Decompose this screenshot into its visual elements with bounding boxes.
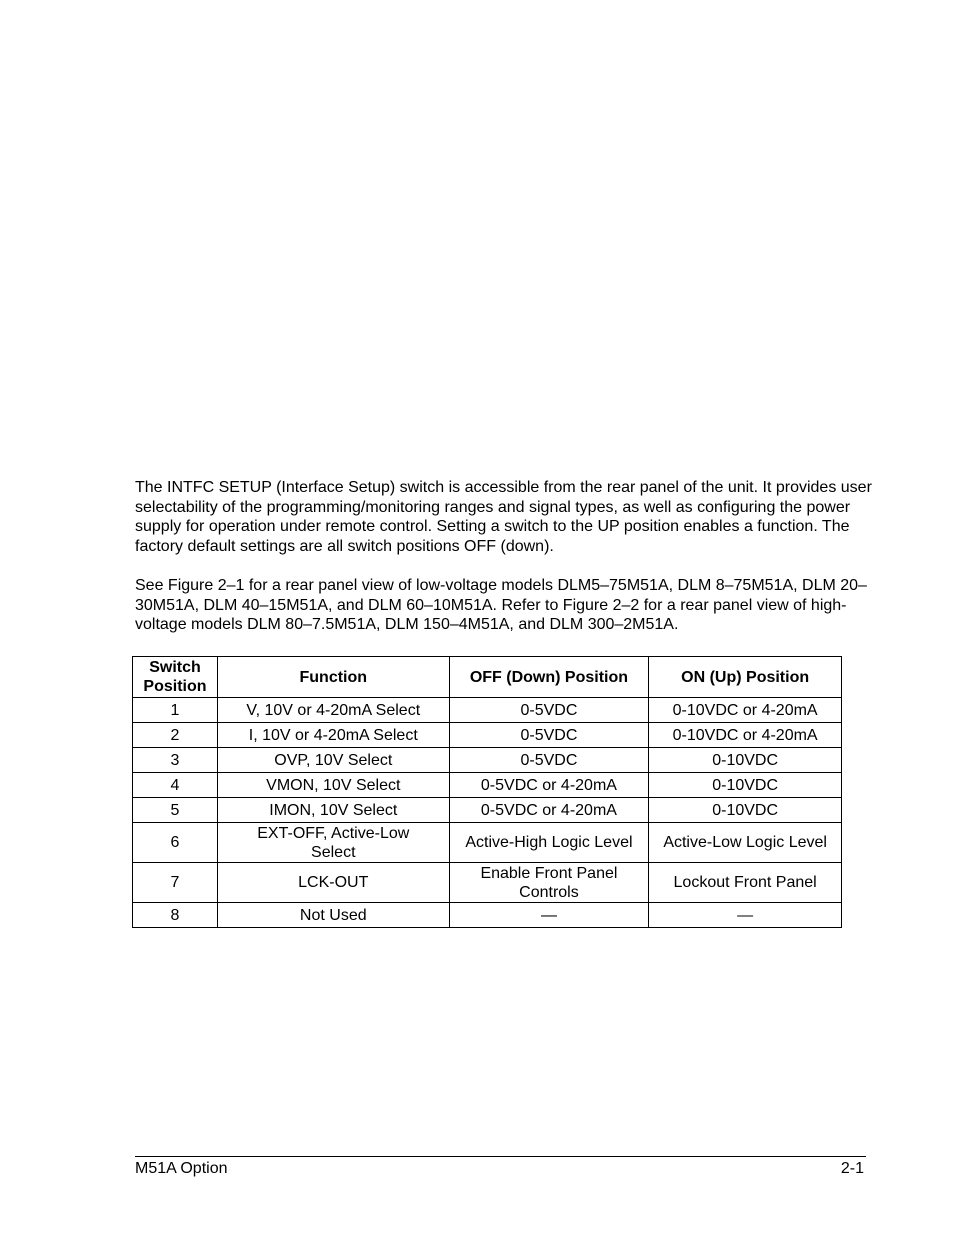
cell-function: LCK-OUT — [217, 863, 449, 903]
cell-position: 6 — [133, 823, 218, 863]
cell-function: IMON, 10V Select — [217, 798, 449, 823]
cell-on: 0-10VDC or 4-20mA — [649, 698, 842, 723]
intro-paragraph: The INTFC SETUP (Interface Setup) switch is accessible from the rear panel of the unit. It provides user selectability of the programming/monitoring ranges and signal types, as well as configuring the power supply for operation under remote control. Setting a switch to the UP position enables a function. The factory default settings are all switch positions OFF (down). — [135, 479, 872, 555]
table-row — [133, 773, 842, 798]
cell-off: 0-5VDC — [449, 698, 649, 723]
cell-on: Lockout Front Panel — [649, 863, 842, 903]
cell-off: Enable Front Panel Controls — [449, 863, 649, 903]
header-on-position: ON (Up) Position — [649, 657, 842, 698]
table-row — [133, 798, 842, 823]
header-function: Function — [217, 657, 449, 698]
cell-function: V, 10V or 4-20mA Select — [217, 698, 449, 723]
cell-on: 0-10VDC or 4-20mA — [649, 723, 842, 748]
table-row — [133, 903, 842, 928]
cell-on: 0-10VDC — [649, 773, 842, 798]
table-row — [133, 823, 842, 863]
cell-function: EXT-OFF, Active-Low Select — [217, 823, 449, 863]
cell-position: 2 — [133, 723, 218, 748]
figure-reference-paragraph: See Figure 2–1 for a rear panel view of low-voltage models DLM5–75M51A, DLM 8–75M51A, DLM 20–30M51A, DLM 40–15M51A, and DLM 60–10M51A. Refer to Figure 2–2 for a rear panel view of high-voltage models DLM 80–7.5M51A, DLM 150–4M51A, and DLM 300–2M51A. — [135, 577, 867, 633]
cell-on: 0-10VDC — [649, 798, 842, 823]
table-row — [133, 748, 842, 773]
cell-function: I, 10V or 4-20mA Select — [217, 723, 449, 748]
cell-off: — — [449, 903, 649, 928]
cell-function: Not Used — [217, 903, 449, 928]
cell-position: 8 — [133, 903, 218, 928]
cell-on: — — [649, 903, 842, 928]
cell-off: 0-5VDC or 4-20mA — [449, 773, 649, 798]
cell-off: 0-5VDC — [449, 723, 649, 748]
cell-position: 5 — [133, 798, 218, 823]
cell-position: 4 — [133, 773, 218, 798]
cell-off: 0-5VDC — [449, 748, 649, 773]
footer-divider — [135, 1156, 866, 1157]
table-row — [133, 723, 842, 748]
cell-position: 3 — [133, 748, 218, 773]
cell-position: 1 — [133, 698, 218, 723]
cell-on: Active-Low Logic Level — [649, 823, 842, 863]
table-row — [133, 698, 842, 723]
cell-position: 7 — [133, 863, 218, 903]
switch-settings-table — [132, 656, 842, 928]
footer-page-number: 2-1 — [840, 1160, 864, 1177]
cell-function: OVP, 10V Select — [217, 748, 449, 773]
cell-off: Active-High Logic Level — [449, 823, 649, 863]
cell-function: VMON, 10V Select — [217, 773, 449, 798]
table-header-row — [133, 657, 842, 698]
table-row — [133, 863, 842, 903]
cell-on: 0-10VDC — [649, 748, 842, 773]
cell-off: 0-5VDC or 4-20mA — [449, 798, 649, 823]
header-off-position: OFF (Down) Position — [449, 657, 649, 698]
header-switch-position: Switch Position — [133, 657, 218, 698]
footer-document-title: M51A Option — [135, 1160, 228, 1177]
